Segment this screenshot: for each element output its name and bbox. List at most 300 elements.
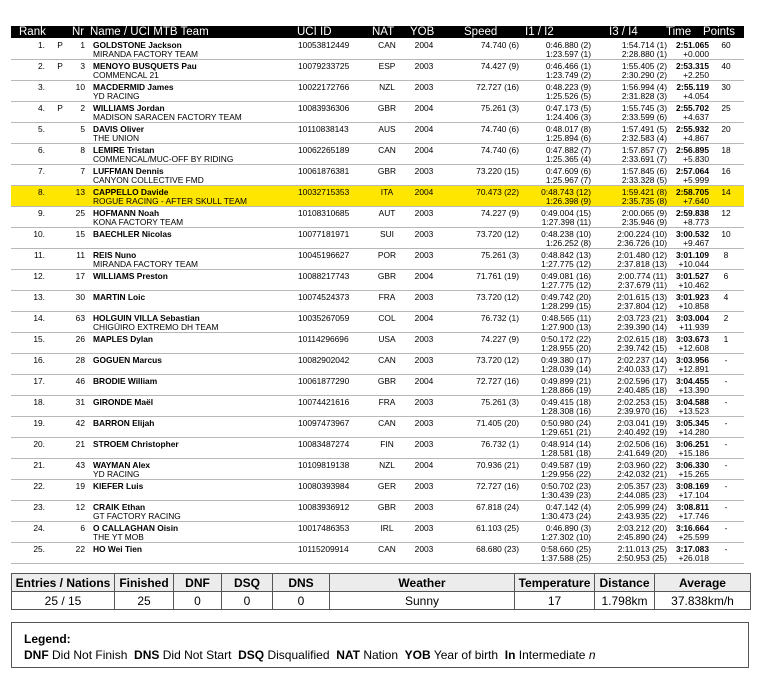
split-i2-cell: 1:25.526 (5) xyxy=(545,91,591,101)
col-nr-header: Nr xyxy=(72,26,85,38)
summary-value-cell: 37.838km/h xyxy=(655,592,751,610)
team-name-cell: COMMENCAL/MUC-OFF BY RIDING xyxy=(93,154,234,164)
rank-cell: 5. xyxy=(38,124,45,134)
split-i1-cell: 0:48.017 (8) xyxy=(545,124,591,134)
legend-text: Did Not Finish xyxy=(52,648,128,662)
time-gap-cell: +9.467 xyxy=(683,238,709,248)
bib-number-cell: 31 xyxy=(75,397,85,407)
legend-abbr: In xyxy=(504,648,516,662)
speed-cell: 71.405 (20) xyxy=(476,418,519,428)
points-cell: - xyxy=(724,397,728,407)
summary-value-row xyxy=(12,592,751,610)
rank-cell: 8. xyxy=(38,187,45,197)
nation-cell: CAN xyxy=(378,40,396,50)
summary-header-row xyxy=(12,574,751,592)
split-i4-cell: 2:43.935 (22) xyxy=(617,511,667,521)
rank-cell: 1. xyxy=(38,40,45,50)
points-cell: 12 xyxy=(721,208,731,218)
rank-cell: 3. xyxy=(38,82,45,92)
rider-name-cell: LUFFMAN Dennis xyxy=(93,166,164,176)
uci-id-cell: 10110838143 xyxy=(298,124,349,134)
split-i1-cell: 0:49.081 (16) xyxy=(541,271,591,281)
summary-header-cell: Finished xyxy=(115,574,174,592)
split-i3-cell: 2:05.357 (23) xyxy=(617,481,667,491)
split-i3-cell: 2:02.237 (14) xyxy=(617,355,667,365)
legend-text: Intermediate xyxy=(518,648,586,662)
time-gap-cell: +25.599 xyxy=(678,532,709,542)
legend-n: n xyxy=(588,648,596,662)
rank-cell: 14. xyxy=(33,313,45,323)
split-i4-cell: 2:42.032 (21) xyxy=(617,469,667,479)
result-row xyxy=(11,417,744,438)
time-gap-cell: +13.523 xyxy=(678,406,709,416)
summary-value-cell: 0 xyxy=(273,592,330,610)
rider-name-cell: BARRON Elijah xyxy=(93,418,155,428)
split-i1-cell: 0:49.004 (15) xyxy=(541,208,591,218)
split-i2-cell: 1:27.900 (13) xyxy=(541,322,591,332)
finish-time-cell: 3:06.251 xyxy=(675,439,709,449)
rank-cell: 21. xyxy=(33,460,45,470)
time-gap-cell: +15.265 xyxy=(678,469,709,479)
legend-text: Disqualified xyxy=(267,648,330,662)
split-i1-cell: 0:47.173 (5) xyxy=(545,103,591,113)
finish-time-cell: 2:58.705 xyxy=(675,187,709,197)
split-i4-cell: 2:39.742 (15) xyxy=(617,343,667,353)
speed-cell: 74.740 (6) xyxy=(480,145,519,155)
points-cell: 1 xyxy=(723,334,729,344)
bib-number-cell: 43 xyxy=(75,460,85,470)
bib-number-cell: 7 xyxy=(80,166,85,176)
result-row xyxy=(11,228,744,249)
bib-number-cell: 11 xyxy=(76,250,85,260)
speed-cell: 68.680 (23) xyxy=(476,544,519,554)
rider-name-cell: MENOYO BUSQUETS Pau xyxy=(93,61,197,71)
result-row xyxy=(11,144,744,165)
bib-number-cell: 2 xyxy=(80,103,85,113)
time-gap-cell: +14.280 xyxy=(678,427,709,437)
split-i2-cell: 1:30.439 (23) xyxy=(541,490,591,500)
rider-name-cell: LEMIRE Tristan xyxy=(93,145,155,155)
rider-name-cell: HOFMANN Noah xyxy=(93,208,160,218)
split-i4-cell: 2:39.390 (14) xyxy=(617,322,667,332)
split-i4-cell: 2:37.679 (11) xyxy=(617,280,667,290)
uci-id-cell: 10097473967 xyxy=(298,418,350,428)
points-cell: - xyxy=(724,376,728,386)
summary-header-cell: Temperature xyxy=(515,574,595,592)
split-i4-cell: 2:33.599 (6) xyxy=(621,112,667,122)
points-cell: 18 xyxy=(721,145,731,155)
rider-name-cell: MAPLES Dylan xyxy=(93,334,154,344)
rank-cell: 12. xyxy=(33,271,45,281)
split-i1-cell: 0:58.660 (25) xyxy=(541,544,591,554)
split-i2-cell: 1:28.039 (14) xyxy=(541,364,591,374)
points-cell: 4 xyxy=(723,292,729,302)
nation-cell: AUS xyxy=(378,124,396,134)
legend-abbr: NAT xyxy=(336,648,360,662)
yob-cell: 2003 xyxy=(414,166,434,176)
split-i3-cell: 2:03.723 (21) xyxy=(617,313,667,323)
split-i4-cell: 2:35.946 (9) xyxy=(621,217,667,227)
finish-time-cell: 2:56.895 xyxy=(675,145,709,155)
finish-time-cell: 2:55.119 xyxy=(676,82,709,92)
nation-cell: FRA xyxy=(378,397,396,407)
split-i4-cell: 2:30.290 (2) xyxy=(621,70,667,80)
split-i3-cell: 2:01.480 (12) xyxy=(617,250,667,260)
bib-number-cell: 26 xyxy=(75,334,85,344)
split-i4-cell: 2:50.953 (25) xyxy=(617,553,667,563)
summary-table xyxy=(11,573,751,610)
split-i4-cell: 2:41.649 (20) xyxy=(617,448,667,458)
split-i4-cell: 2:33.691 (7) xyxy=(621,154,667,164)
rank-cell: 18. xyxy=(33,397,45,407)
finish-time-cell: 2:57.064 xyxy=(675,166,709,176)
time-gap-cell: +8.773 xyxy=(683,217,709,227)
split-i1-cell: 0:50.702 (23) xyxy=(541,481,591,491)
team-name-cell: YD RACING xyxy=(93,91,140,101)
points-cell: 2 xyxy=(723,313,729,323)
rank-cell: 24. xyxy=(33,523,45,533)
finish-time-cell: 2:53.315 xyxy=(675,61,709,71)
bib-number-cell: 22 xyxy=(75,544,85,554)
split-i4-cell: 2:35.735 (8) xyxy=(621,196,667,206)
finish-time-cell: 3:08.811 xyxy=(676,502,709,512)
uci-id-cell: 10074421616 xyxy=(298,397,350,407)
nation-cell: AUT xyxy=(378,208,396,218)
time-gap-cell: +7.640 xyxy=(683,196,709,206)
bib-number-cell: 25 xyxy=(75,208,85,218)
nation-cell: GBR xyxy=(377,271,397,281)
nation-cell: POR xyxy=(377,250,397,260)
rider-name-cell: HOLGUIN VILLA Sebastian xyxy=(93,313,200,323)
bib-number-cell: 19 xyxy=(75,481,85,491)
nation-cell: GBR xyxy=(377,376,397,386)
legend-text: Nation xyxy=(363,648,398,662)
finish-time-cell: 3:01.923 xyxy=(675,292,709,302)
split-i3-cell: 2:03.960 (22) xyxy=(617,460,667,470)
points-cell: 25 xyxy=(721,103,731,113)
split-i3-cell: 2:11.013 (25) xyxy=(617,544,667,554)
col-yob-header: YOB xyxy=(410,26,435,38)
col-speed-header: Speed xyxy=(464,26,498,38)
uci-id-cell: 10035267059 xyxy=(298,313,350,323)
split-i2-cell: 1:29.651 (21) xyxy=(541,427,591,437)
uci-id-cell: 10088217743 xyxy=(298,271,350,281)
bib-number-cell: 28 xyxy=(75,355,85,365)
nation-cell: COL xyxy=(378,313,396,323)
yob-cell: 2003 xyxy=(414,502,434,512)
result-row xyxy=(11,312,744,333)
split-i2-cell: 1:25.894 (6) xyxy=(545,133,591,143)
time-gap-cell: +17.104 xyxy=(678,490,709,500)
finish-time-cell: 3:03.673 xyxy=(675,334,709,344)
speed-cell: 73.720 (12) xyxy=(476,355,519,365)
speed-cell: 67.818 (24) xyxy=(476,502,519,512)
yob-cell: 2004 xyxy=(414,187,434,197)
speed-cell: 72.727 (16) xyxy=(476,481,519,491)
result-row xyxy=(11,81,744,102)
finish-time-cell: 3:17.083 xyxy=(675,544,709,554)
nation-cell: GER xyxy=(377,481,397,491)
split-i1-cell: 0:49.899 (21) xyxy=(541,376,591,386)
uci-id-cell: 10109819138 xyxy=(298,460,350,470)
summary-header-cell: Average xyxy=(655,574,751,592)
split-i1-cell: 0:46.466 (1) xyxy=(545,61,591,71)
bib-number-cell: 8 xyxy=(80,145,85,155)
nation-cell: NZL xyxy=(379,460,395,470)
finish-time-cell: 2:55.702 xyxy=(675,103,709,113)
uci-id-cell: 10032715353 xyxy=(298,187,350,197)
yob-cell: 2004 xyxy=(414,271,434,281)
split-i4-cell: 2:37.804 (12) xyxy=(617,301,667,311)
split-i2-cell: 1:25.365 (4) xyxy=(545,154,591,164)
split-i1-cell: 0:49.415 (18) xyxy=(541,397,591,407)
team-name-cell: YD RACING xyxy=(93,469,140,479)
uci-id-cell: 10115209914 xyxy=(298,544,349,554)
summary-header-cell: DNF xyxy=(174,574,222,592)
yob-cell: 2003 xyxy=(414,355,434,365)
speed-cell: 72.727 (16) xyxy=(476,82,519,92)
nation-cell: GBR xyxy=(377,166,397,176)
speed-cell: 74.227 (9) xyxy=(480,334,519,344)
points-cell: - xyxy=(724,502,728,512)
split-i3-cell: 2:01.615 (13) xyxy=(617,292,667,302)
split-i4-cell: 2:40.492 (19) xyxy=(617,427,667,437)
speed-cell: 73.220 (15) xyxy=(476,166,519,176)
bib-number-cell: 15 xyxy=(75,229,85,239)
team-name-cell: MIRANDA FACTORY TEAM xyxy=(93,49,199,59)
yob-cell: 2003 xyxy=(414,397,434,407)
split-i4-cell: 2:37.818 (13) xyxy=(617,259,667,269)
result-row xyxy=(11,543,744,564)
yob-cell: 2004 xyxy=(414,145,434,155)
uci-id-cell: 10114296696 xyxy=(298,334,349,344)
split-i2-cell: 1:28.299 (15) xyxy=(541,301,591,311)
points-cell: - xyxy=(724,460,728,470)
split-i2-cell: 1:26.252 (8) xyxy=(545,238,591,248)
points-cell: 20 xyxy=(721,124,731,134)
yob-cell: 2004 xyxy=(414,313,434,323)
split-i4-cell: 2:33.328 (5) xyxy=(621,175,667,185)
speed-cell: 75.261 (3) xyxy=(480,397,519,407)
rider-name-cell: DAVIS Oliver xyxy=(93,124,145,134)
speed-cell: 72.727 (16) xyxy=(476,376,519,386)
split-i3-cell: 2:05.999 (24) xyxy=(617,502,667,512)
nation-cell: CAN xyxy=(378,145,396,155)
rider-name-cell: O CALLAGHAN Oisin xyxy=(93,523,179,533)
legend-box xyxy=(11,622,749,668)
finish-time-cell: 3:00.532 xyxy=(675,229,709,239)
team-name-cell: MIRANDA FACTORY TEAM xyxy=(93,259,199,269)
bib-number-cell: 30 xyxy=(75,292,85,302)
split-i3-cell: 2:00.224 (10) xyxy=(617,229,667,239)
points-cell: - xyxy=(724,439,728,449)
uci-id-cell: 10061877290 xyxy=(298,376,350,386)
yob-cell: 2004 xyxy=(414,124,434,134)
yob-cell: 2003 xyxy=(414,523,434,533)
split-i2-cell: 1:23.749 (2) xyxy=(545,70,591,80)
summary-value-cell: 0 xyxy=(222,592,273,610)
time-gap-cell: +12.608 xyxy=(678,343,709,353)
finish-time-cell: 3:03.004 xyxy=(675,313,709,323)
result-row xyxy=(11,396,744,417)
speed-cell: 76.732 (1) xyxy=(480,313,519,323)
split-i2-cell: 1:29.956 (22) xyxy=(541,469,591,479)
col-points-header: Points xyxy=(703,26,735,38)
time-gap-cell: +4.054 xyxy=(683,91,709,101)
result-row xyxy=(11,480,744,501)
legend-abbr: DNF xyxy=(24,648,49,662)
split-i1-cell: 0:48.565 (11) xyxy=(541,313,591,323)
rank-cell: 6. xyxy=(38,145,45,155)
rider-name-cell: GOGUEN Marcus xyxy=(93,355,162,365)
points-cell: - xyxy=(724,355,728,365)
summary-value-cell: 1.798km xyxy=(595,592,655,610)
uci-id-cell: 10079233725 xyxy=(298,61,350,71)
nation-cell: IRL xyxy=(380,523,394,533)
split-i1-cell: 0:47.142 (4) xyxy=(545,502,591,512)
nation-cell: NZL xyxy=(379,82,395,92)
bib-number-cell: 63 xyxy=(75,313,85,323)
split-i4-cell: 2:32.583 (4) xyxy=(621,133,667,143)
col-name-header: Name / UCI MTB Team xyxy=(90,26,209,38)
uci-id-cell: 10074524373 xyxy=(298,292,350,302)
time-gap-cell: +11.939 xyxy=(679,322,709,332)
split-i3-cell: 1:57.845 (6) xyxy=(621,166,667,176)
summary-value-cell: Sunny xyxy=(330,592,515,610)
split-i3-cell: 2:02.596 (17) xyxy=(617,376,667,386)
nation-cell: SUI xyxy=(380,229,394,239)
time-gap-cell: +12.891 xyxy=(678,364,709,374)
split-i3-cell: 2:02.253 (15) xyxy=(617,397,667,407)
speed-cell: 70.473 (22) xyxy=(476,187,519,197)
split-i1-cell: 0:48.223 (9) xyxy=(545,82,591,92)
finish-time-cell: 3:01.109 xyxy=(675,250,709,260)
split-i4-cell: 2:44.085 (23) xyxy=(617,490,667,500)
nation-cell: USA xyxy=(378,334,396,344)
summary-value-cell: 25 xyxy=(115,592,174,610)
time-gap-cell: +26.018 xyxy=(678,553,709,563)
rank-cell: 7. xyxy=(38,166,45,176)
split-i4-cell: 2:40.033 (17) xyxy=(617,364,667,374)
rider-name-cell: CRAIK Ethan xyxy=(93,502,146,512)
col-nat-header: NAT xyxy=(372,26,395,38)
uci-id-cell: 10077181971 xyxy=(298,229,350,239)
finish-time-cell: 3:04.588 xyxy=(675,397,709,407)
bib-number-cell: 13 xyxy=(75,187,85,197)
rider-name-cell: GOLDSTONE Jackson xyxy=(93,40,182,50)
bib-number-cell: 10 xyxy=(75,82,85,92)
split-i1-cell: 0:46.890 (3) xyxy=(545,523,591,533)
split-i2-cell: 1:23.597 (1) xyxy=(545,49,591,59)
uci-id-cell: 10053812449 xyxy=(298,40,350,50)
points-cell: - xyxy=(724,481,728,491)
rank-cell: 17. xyxy=(33,376,45,386)
rank-cell: 22. xyxy=(33,481,45,491)
nation-cell: ITA xyxy=(380,187,394,197)
team-name-cell: MADISON SARACEN FACTORY TEAM xyxy=(93,112,242,122)
yob-cell: 2003 xyxy=(414,229,434,239)
team-name-cell: THE UNION xyxy=(93,133,140,143)
time-gap-cell: +0.000 xyxy=(683,49,709,59)
rank-cell: 4. xyxy=(38,103,45,113)
bib-number-cell: 42 xyxy=(75,418,85,428)
team-name-cell: CANYON COLLECTIVE FMD xyxy=(93,175,204,185)
result-row xyxy=(11,186,744,207)
results-header-row xyxy=(11,26,744,38)
uci-id-cell: 10083936306 xyxy=(298,103,350,113)
nation-cell: ESP xyxy=(378,61,396,71)
yob-cell: 2004 xyxy=(414,460,434,470)
finish-time-cell: 3:03.956 xyxy=(675,355,709,365)
nation-cell: GBR xyxy=(377,103,397,113)
legend-text: Did Not Start xyxy=(162,648,232,662)
finish-time-cell: 2:55.932 xyxy=(675,124,709,134)
speed-cell: 74.427 (9) xyxy=(480,61,519,71)
uci-id-cell: 10017486353 xyxy=(298,523,350,533)
col-i12-header: I1 / I2 xyxy=(525,26,554,38)
summary-value-cell: 0 xyxy=(174,592,222,610)
time-gap-cell: +5.830 xyxy=(683,154,709,164)
bib-number-cell: 5 xyxy=(80,124,85,134)
split-i1-cell: 0:48.914 (14) xyxy=(541,439,591,449)
legend-title: Legend: xyxy=(24,632,71,646)
result-row xyxy=(11,459,744,480)
split-i1-cell: 0:49.742 (20) xyxy=(541,292,591,302)
time-gap-cell: +17.746 xyxy=(678,511,709,521)
rank-cell: 23. xyxy=(33,502,45,512)
split-i3-cell: 2:03.041 (19) xyxy=(617,418,667,428)
rank-cell: 11. xyxy=(33,250,45,260)
finish-time-cell: 3:06.330 xyxy=(675,460,709,470)
summary-value-cell: 25 / 15 xyxy=(12,592,115,610)
col-i34-header: I3 / I4 xyxy=(609,26,638,38)
split-i4-cell: 2:40.485 (18) xyxy=(617,385,667,395)
bib-number-cell: 17 xyxy=(75,271,85,281)
split-i3-cell: 1:56.994 (4) xyxy=(621,82,667,92)
yob-cell: 2004 xyxy=(414,40,434,50)
points-cell: - xyxy=(724,418,728,428)
rank-cell: 15. xyxy=(33,334,45,344)
bib-number-cell: 3 xyxy=(80,61,85,71)
points-cell: 16 xyxy=(721,166,731,176)
time-gap-cell: +4.637 xyxy=(683,112,709,122)
finish-time-cell: 2:59.838 xyxy=(675,208,709,218)
split-i1-cell: 0:48.842 (13) xyxy=(541,250,591,260)
p-flag-cell: P xyxy=(57,61,63,71)
time-gap-cell: +10.044 xyxy=(678,259,709,269)
result-row xyxy=(11,522,744,543)
rider-name-cell: WAYMAN Alex xyxy=(93,460,151,470)
time-gap-cell: +10.462 xyxy=(678,280,709,290)
split-i2-cell: 1:28.866 (19) xyxy=(541,385,591,395)
rider-name-cell: WILLIAMS Jordan xyxy=(93,103,165,113)
result-row xyxy=(11,102,744,123)
rank-cell: 2. xyxy=(38,61,45,71)
uci-id-cell: 10108310685 xyxy=(298,208,350,218)
results-table xyxy=(11,39,744,564)
rank-cell: 9. xyxy=(38,208,45,218)
rider-name-cell: STROEM Christopher xyxy=(93,439,179,449)
split-i1-cell: 0:47.882 (7) xyxy=(545,145,591,155)
finish-time-cell: 3:05.345 xyxy=(675,418,709,428)
result-row xyxy=(11,375,744,396)
split-i4-cell: 2:28.880 (1) xyxy=(621,49,667,59)
team-name-cell: ROGUE RACING - AFTER SKULL TEAM xyxy=(93,196,248,206)
result-row xyxy=(11,333,744,354)
split-i3-cell: 2:02.506 (16) xyxy=(617,439,667,449)
split-i2-cell: 1:28.955 (20) xyxy=(541,343,591,353)
uci-id-cell: 10080393984 xyxy=(298,481,350,491)
